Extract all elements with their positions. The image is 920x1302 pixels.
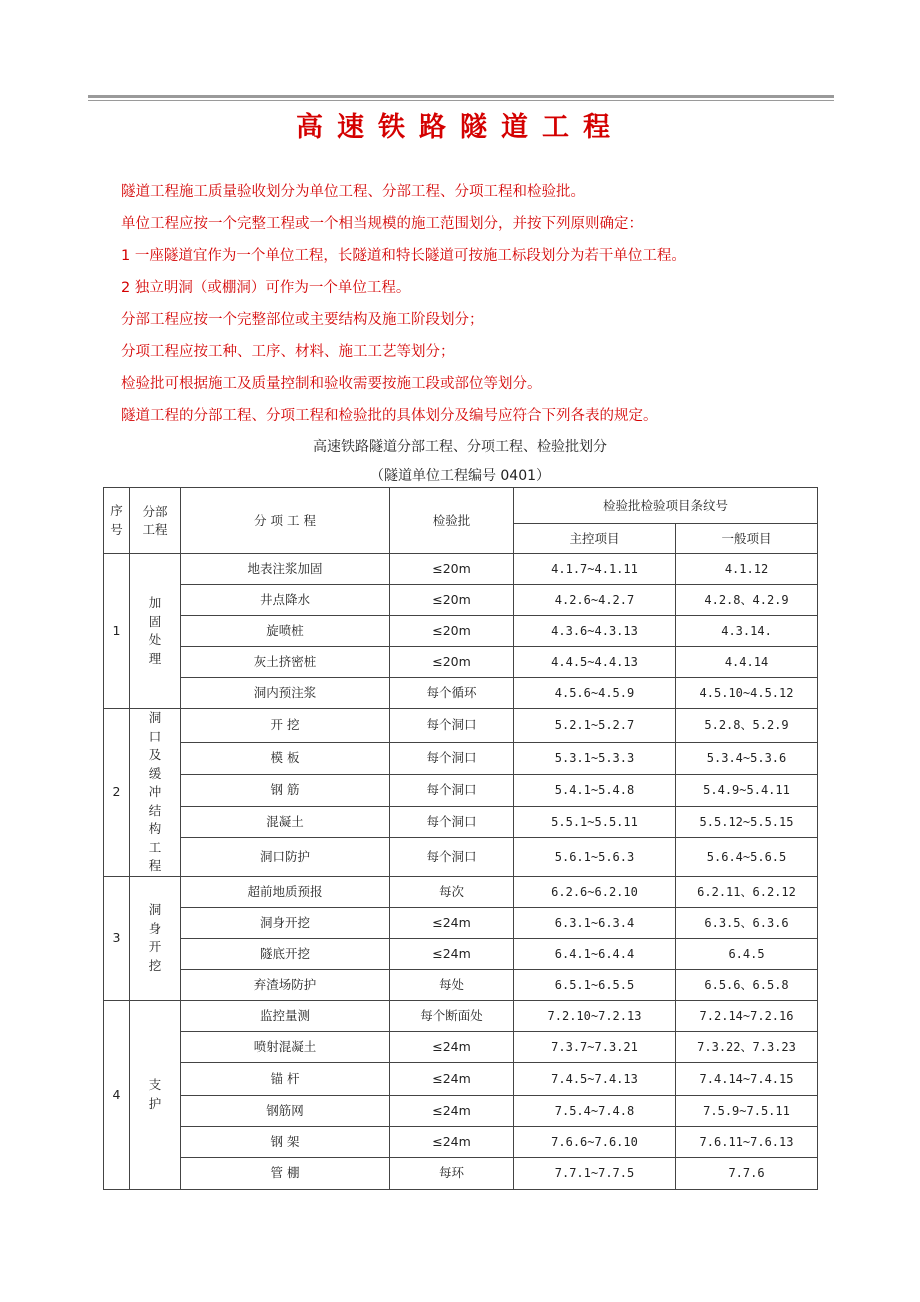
batch-cell: 每个断面处 — [390, 1000, 514, 1031]
table-row — [104, 907, 818, 938]
main-clause-cell: 4.2.6~4.2.7 — [514, 585, 676, 616]
main-clause-cell: 7.6.6~7.6.10 — [514, 1126, 676, 1157]
table-row — [104, 838, 818, 876]
batch-cell: ≤24m — [390, 1031, 514, 1062]
group-seq: 2 — [104, 709, 130, 877]
table-row — [104, 806, 818, 838]
general-clause-cell: 5.4.9~5.4.11 — [676, 774, 818, 806]
header-seq: 序号 — [104, 488, 130, 554]
main-clause-cell: 6.2.6~6.2.10 — [514, 876, 676, 907]
subitem-cell: 监控量测 — [181, 1000, 390, 1031]
main-clause-cell: 5.6.1~5.6.3 — [514, 838, 676, 876]
division-table — [103, 487, 818, 1190]
table-row — [104, 1126, 818, 1157]
table-row — [104, 678, 818, 709]
header-clause-group: 检验批检验项目条纹号 — [514, 488, 818, 524]
general-clause-cell: 4.4.14 — [676, 647, 818, 678]
table-row — [104, 1031, 818, 1062]
table-row — [104, 969, 818, 1000]
table-row — [104, 647, 818, 678]
main-clause-cell: 5.3.1~5.3.3 — [514, 742, 676, 774]
subitem-cell: 隧底开挖 — [181, 938, 390, 969]
paragraph: 隧道工程的分部工程、分项工程和检验批的具体划分及编号应符合下列各表的规定。 — [121, 408, 658, 424]
subitem-cell: 钢 架 — [181, 1126, 390, 1157]
subitem-cell: 洞身开挖 — [181, 907, 390, 938]
general-clause-cell: 7.5.9~7.5.11 — [676, 1095, 818, 1126]
batch-cell: 每个洞口 — [390, 806, 514, 838]
main-clause-cell: 4.4.5~4.4.13 — [514, 647, 676, 678]
batch-cell: 每处 — [390, 969, 514, 1000]
subitem-cell: 混凝土 — [181, 806, 390, 838]
general-clause-cell: 7.7.6 — [676, 1157, 818, 1189]
batch-cell: 每个洞口 — [390, 838, 514, 876]
table-row — [104, 554, 818, 585]
group-division-name: 支护 — [130, 1000, 181, 1189]
group-seq: 4 — [104, 1000, 130, 1189]
page-title: 高速铁路隧道工程 — [296, 112, 624, 143]
header-main: 主控项目 — [514, 524, 676, 554]
group-seq: 3 — [104, 876, 130, 1000]
table-row — [104, 1095, 818, 1126]
batch-cell: ≤20m — [390, 616, 514, 647]
group-division-name: 洞口及缓冲结构工程 — [130, 709, 181, 877]
subitem-cell: 旋喷桩 — [181, 616, 390, 647]
group-seq: 1 — [104, 554, 130, 709]
batch-cell: ≤24m — [390, 1062, 514, 1095]
table-row — [104, 616, 818, 647]
group-division-name: 洞身开挖 — [130, 876, 181, 1000]
group-division-name: 加固处理 — [130, 554, 181, 709]
general-clause-cell: 5.6.4~5.6.5 — [676, 838, 818, 876]
main-clause-cell: 4.1.7~4.1.11 — [514, 554, 676, 585]
table-row — [104, 938, 818, 969]
main-clause-cell: 7.7.1~7.7.5 — [514, 1157, 676, 1189]
table-row — [104, 1000, 818, 1031]
table-row — [104, 876, 818, 907]
subitem-cell: 洞内预注浆 — [181, 678, 390, 709]
general-clause-cell: 7.4.14~7.4.15 — [676, 1062, 818, 1095]
general-clause-cell: 6.4.5 — [676, 938, 818, 969]
batch-cell: 每次 — [390, 876, 514, 907]
main-clause-cell: 5.5.1~5.5.11 — [514, 806, 676, 838]
general-clause-cell: 7.6.11~7.6.13 — [676, 1126, 818, 1157]
main-clause-cell: 5.2.1~5.2.7 — [514, 709, 676, 743]
main-clause-cell: 6.5.1~6.5.5 — [514, 969, 676, 1000]
general-clause-cell: 6.2.11、6.2.12 — [676, 876, 818, 907]
table-row — [104, 774, 818, 806]
general-clause-cell: 4.1.12 — [676, 554, 818, 585]
paragraph: 检验批可根据施工及质量控制和验收需要按施工段或部位等划分。 — [121, 376, 542, 392]
paragraph: 单位工程应按一个完整工程或一个相当规模的施工范围划分，并按下列原则确定： — [121, 216, 643, 232]
main-clause-cell: 7.5.4~7.4.8 — [514, 1095, 676, 1126]
main-clause-cell: 7.4.5~7.4.13 — [514, 1062, 676, 1095]
main-clause-cell: 7.2.10~7.2.13 — [514, 1000, 676, 1031]
subitem-cell: 洞口防护 — [181, 838, 390, 876]
batch-cell: ≤24m — [390, 907, 514, 938]
table-subtitle: （隧道单位工程编号 0401） — [369, 468, 551, 484]
subitem-cell: 开 挖 — [181, 709, 390, 743]
subitem-cell: 超前地质预报 — [181, 876, 390, 907]
paragraph: 分项工程应按工种、工序、材料、施工工艺等划分； — [121, 344, 455, 360]
table-row — [104, 585, 818, 616]
general-clause-cell: 4.3.14. — [676, 616, 818, 647]
subitem-cell: 模 板 — [181, 742, 390, 774]
main-clause-cell: 4.3.6~4.3.13 — [514, 616, 676, 647]
general-clause-cell: 7.3.22、7.3.23 — [676, 1031, 818, 1062]
general-clause-cell: 6.3.5、6.3.6 — [676, 907, 818, 938]
batch-cell: 每个洞口 — [390, 709, 514, 743]
batch-cell: ≤24m — [390, 1095, 514, 1126]
subitem-cell: 井点降水 — [181, 585, 390, 616]
batch-cell: ≤20m — [390, 585, 514, 616]
paragraph: 2 独立明洞（或棚洞）可作为一个单位工程。 — [121, 280, 411, 296]
header-subitem: 分 项 工 程 — [181, 488, 390, 554]
general-clause-cell: 5.3.4~5.3.6 — [676, 742, 818, 774]
batch-cell: ≤24m — [390, 938, 514, 969]
header-rule — [88, 95, 834, 98]
batch-cell: ≤24m — [390, 1126, 514, 1157]
table-row — [104, 742, 818, 774]
subitem-cell: 喷射混凝土 — [181, 1031, 390, 1062]
header-rule-thin — [88, 100, 834, 101]
batch-cell: 每个洞口 — [390, 774, 514, 806]
subitem-cell: 锚 杆 — [181, 1062, 390, 1095]
main-clause-cell: 7.3.7~7.3.21 — [514, 1031, 676, 1062]
general-clause-cell: 4.2.8、4.2.9 — [676, 585, 818, 616]
main-clause-cell: 4.5.6~4.5.9 — [514, 678, 676, 709]
main-clause-cell: 6.4.1~6.4.4 — [514, 938, 676, 969]
general-clause-cell: 6.5.6、6.5.8 — [676, 969, 818, 1000]
general-clause-cell: 5.5.12~5.5.15 — [676, 806, 818, 838]
header-batch: 检验批 — [390, 488, 514, 554]
table-row — [104, 1157, 818, 1189]
general-clause-cell: 7.2.14~7.2.16 — [676, 1000, 818, 1031]
header-division: 分部工程 — [130, 488, 181, 554]
header-general: 一般项目 — [676, 524, 818, 554]
subitem-cell: 管 棚 — [181, 1157, 390, 1189]
batch-cell: 每个循环 — [390, 678, 514, 709]
general-clause-cell: 5.2.8、5.2.9 — [676, 709, 818, 743]
paragraph: 1 一座隧道宜作为一个单位工程，长隧道和特长隧道可按施工标段划分为若干单位工程。 — [121, 248, 686, 264]
batch-cell: 每环 — [390, 1157, 514, 1189]
table-row — [104, 709, 818, 743]
paragraph: 分部工程应按一个完整部位或主要结构及施工阶段划分； — [121, 312, 484, 328]
subitem-cell: 弃渣场防护 — [181, 969, 390, 1000]
subitem-cell: 灰土挤密桩 — [181, 647, 390, 678]
general-clause-cell: 4.5.10~4.5.12 — [676, 678, 818, 709]
batch-cell: ≤20m — [390, 647, 514, 678]
subitem-cell: 地表注浆加固 — [181, 554, 390, 585]
main-clause-cell: 5.4.1~5.4.8 — [514, 774, 676, 806]
batch-cell: ≤20m — [390, 554, 514, 585]
subitem-cell: 钢筋网 — [181, 1095, 390, 1126]
subitem-cell: 钢 筋 — [181, 774, 390, 806]
table-title: 高速铁路隧道分部工程、分项工程、检验批划分 — [313, 439, 607, 455]
table-row — [104, 1062, 818, 1095]
main-clause-cell: 6.3.1~6.3.4 — [514, 907, 676, 938]
paragraph: 隧道工程施工质量验收划分为单位工程、分部工程、分项工程和检验批。 — [121, 184, 585, 200]
batch-cell: 每个洞口 — [390, 742, 514, 774]
